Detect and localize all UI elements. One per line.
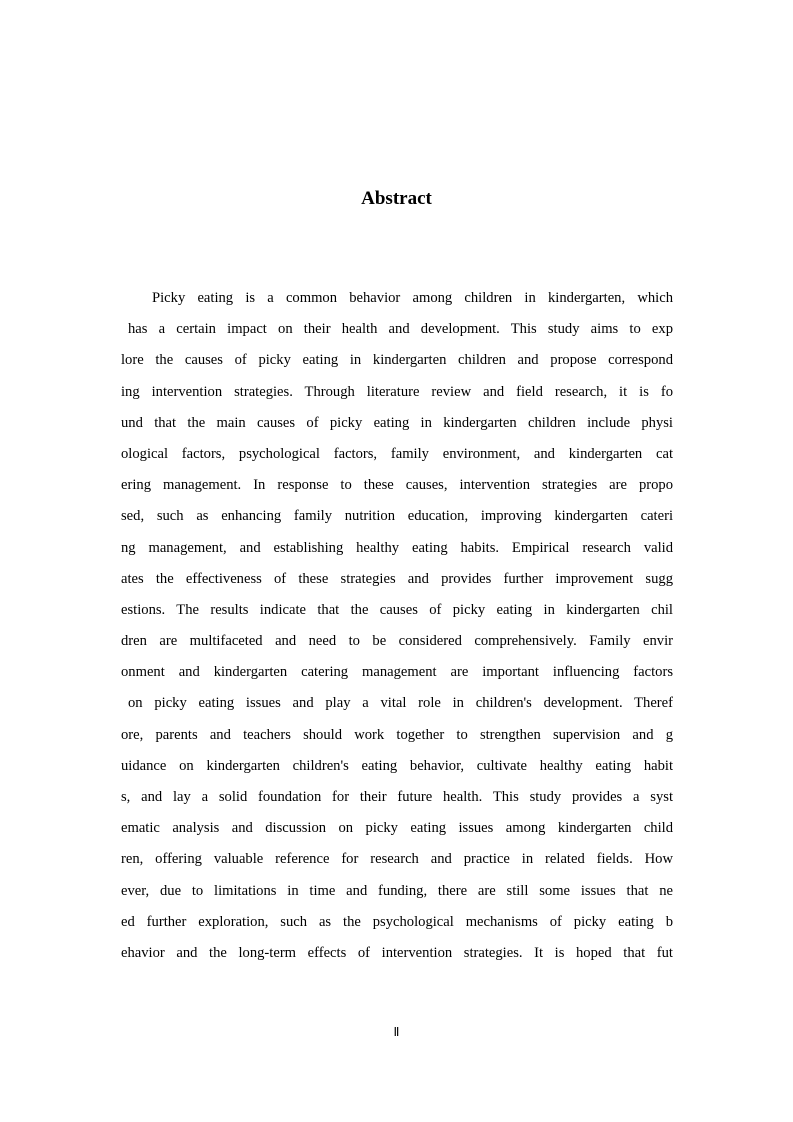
abstract-line: ehavior and the long-term effects of intervention strategies. It is hoped that fut xyxy=(121,944,673,961)
abstract-line: ever, due to limitations in time and funding, there are still some issues that ne xyxy=(121,882,673,899)
abstract-line: ates the effectiveness of these strategies and provides further improvement sugg xyxy=(121,570,673,587)
abstract-line: lore the causes of picky eating in kindergarten children and propose correspond xyxy=(121,352,673,369)
abstract-line: ological factors, psychological factors, family environment, and kindergarten cat xyxy=(121,445,673,462)
abstract-line: uidance on kindergarten children's eating behavior, cultivate healthy eating habit xyxy=(121,757,673,774)
abstract-line: ering management. In response to these causes, intervention strategies are propo xyxy=(121,477,673,494)
abstract-line: s, and lay a solid foundation for their future health. This study provides a syst xyxy=(121,789,673,805)
abstract-line: ore, parents and teachers should work together to strengthen supervision and g xyxy=(121,726,673,743)
abstract-line: ing intervention strategies. Through literature review and field research, it is fo xyxy=(121,383,673,400)
abstract-line: und that the main causes of picky eating in kindergarten children include physi xyxy=(121,414,673,431)
abstract-line: onment and kindergarten catering management are important influencing factors xyxy=(121,664,673,681)
abstract-line: ematic analysis and discussion on picky eating issues among kindergarten child xyxy=(121,820,673,837)
abstract-line: Picky eating is a common behavior among children in kindergarten, which xyxy=(152,290,673,306)
abstract-line: dren are multifaceted and need to be considered comprehensively. Family envir xyxy=(121,633,673,650)
abstract-line: has a certain impact on their health and development. This study aims to exp xyxy=(128,321,673,338)
abstract-body xyxy=(121,287,673,973)
abstract-line: ed further exploration, such as the psychological mechanisms of picky eating b xyxy=(121,913,673,930)
abstract-line: on picky eating issues and play a vital role in children's development. Theref xyxy=(128,695,673,712)
page-number: Ⅱ xyxy=(393,1025,400,1039)
abstract-line: sed, such as enhancing family nutrition education, improving kindergarten cateri xyxy=(121,508,673,525)
abstract-title: Abstract xyxy=(361,188,432,209)
abstract-line: ren, offering valuable reference for research and practice in related fields. How xyxy=(121,851,673,868)
abstract-line: ng management, and establishing healthy eating habits. Empirical research valid xyxy=(121,539,673,556)
abstract-line: estions. The results indicate that the causes of picky eating in kindergarten chil xyxy=(121,601,673,618)
